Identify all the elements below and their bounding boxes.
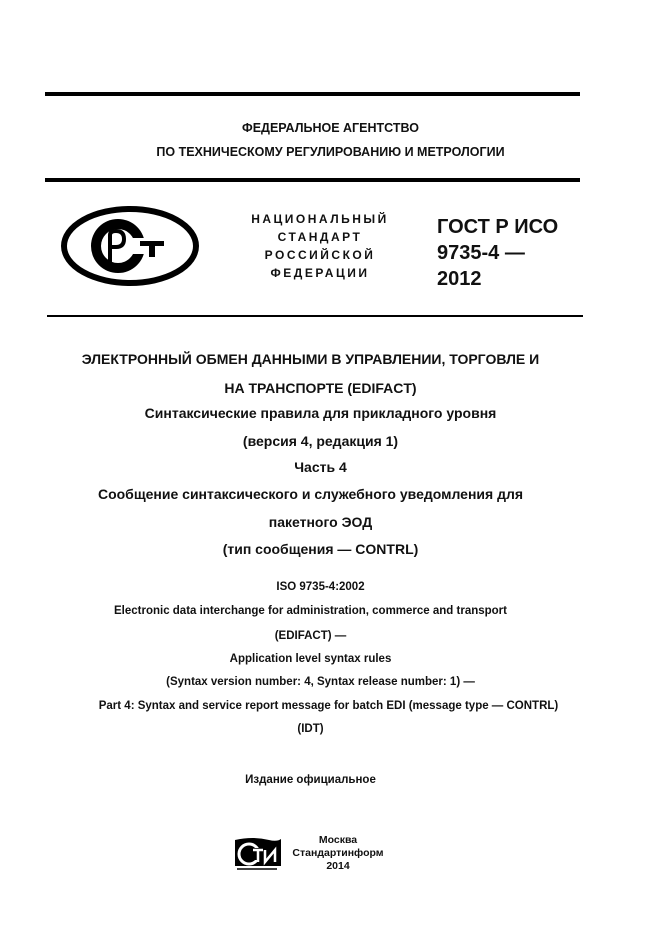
standard-type-line: РОССИЙСКОЙ (264, 248, 376, 262)
designation-line: 2012 (437, 268, 482, 290)
title-en-line: Application level syntax rules (229, 653, 392, 665)
top-rule (45, 92, 580, 96)
title-en-line: ISO 9735-4:2002 (276, 581, 365, 593)
title-en-line: Part 4: Syntax and service report message for batch EDI (message type — CONTRL) (98, 700, 559, 712)
standard-type-line: ФЕДЕРАЦИИ (270, 266, 370, 280)
designation-rule (47, 315, 583, 317)
designation-line: 9735-4 — (437, 242, 525, 264)
title-ru-line: ЭЛЕКТРОННЫЙ ОБМЕН ДАННЫМИ В УПРАВЛЕНИИ, ТОРГОВЛЕ И (81, 351, 540, 367)
designation-line: ГОСТ Р ИСО (437, 216, 559, 238)
title-en-line: Electronic data interchange for administration, commerce and transport (113, 605, 507, 617)
title-ru-line: (версия 4, редакция 1) (242, 433, 399, 449)
title-ru-line: пакетного ЭОД (268, 514, 373, 530)
title-ru-line: Сообщение синтаксического и служебного уведомления для (97, 486, 524, 502)
title-ru-line: НА ТРАНСПОРТЕ (EDIFACT) (224, 380, 417, 396)
title-en-line: (EDIFACT) — (274, 630, 347, 642)
title-en-line: (Syntax version number: 4, Syntax release number: 1) — (166, 676, 475, 688)
header-rule (45, 178, 580, 182)
standartinform-logo (233, 836, 283, 872)
publisher-year: 2014 (326, 860, 350, 872)
gost-r-logo (60, 205, 200, 287)
standard-designation (437, 214, 558, 292)
title-ru-line: (тип сообщения — CONTRL) (222, 541, 419, 557)
title-ru-line: Синтаксические правила для прикладного уровня (144, 405, 497, 421)
publisher-city: Москва (318, 834, 358, 846)
standard-type-line: НАЦИОНАЛЬНЫЙ (251, 212, 389, 226)
agency-line-2: ПО ТЕХНИЧЕСКОМУ РЕГУЛИРОВАНИЮ И МЕТРОЛОГИИ (156, 145, 505, 159)
agency-line-1: ФЕДЕРАЛЬНОЕ АГЕНТСТВО (242, 121, 419, 135)
standard-type-line: СТАНДАРТ (277, 230, 363, 244)
edition-note: Издание официальное (245, 774, 376, 786)
publisher-name: Стандартинформ (292, 847, 384, 859)
publisher-info (288, 834, 388, 873)
title-ru-line: Часть 4 (294, 459, 347, 475)
title-en-line: (IDT) (297, 723, 324, 735)
standard-type (240, 210, 400, 282)
